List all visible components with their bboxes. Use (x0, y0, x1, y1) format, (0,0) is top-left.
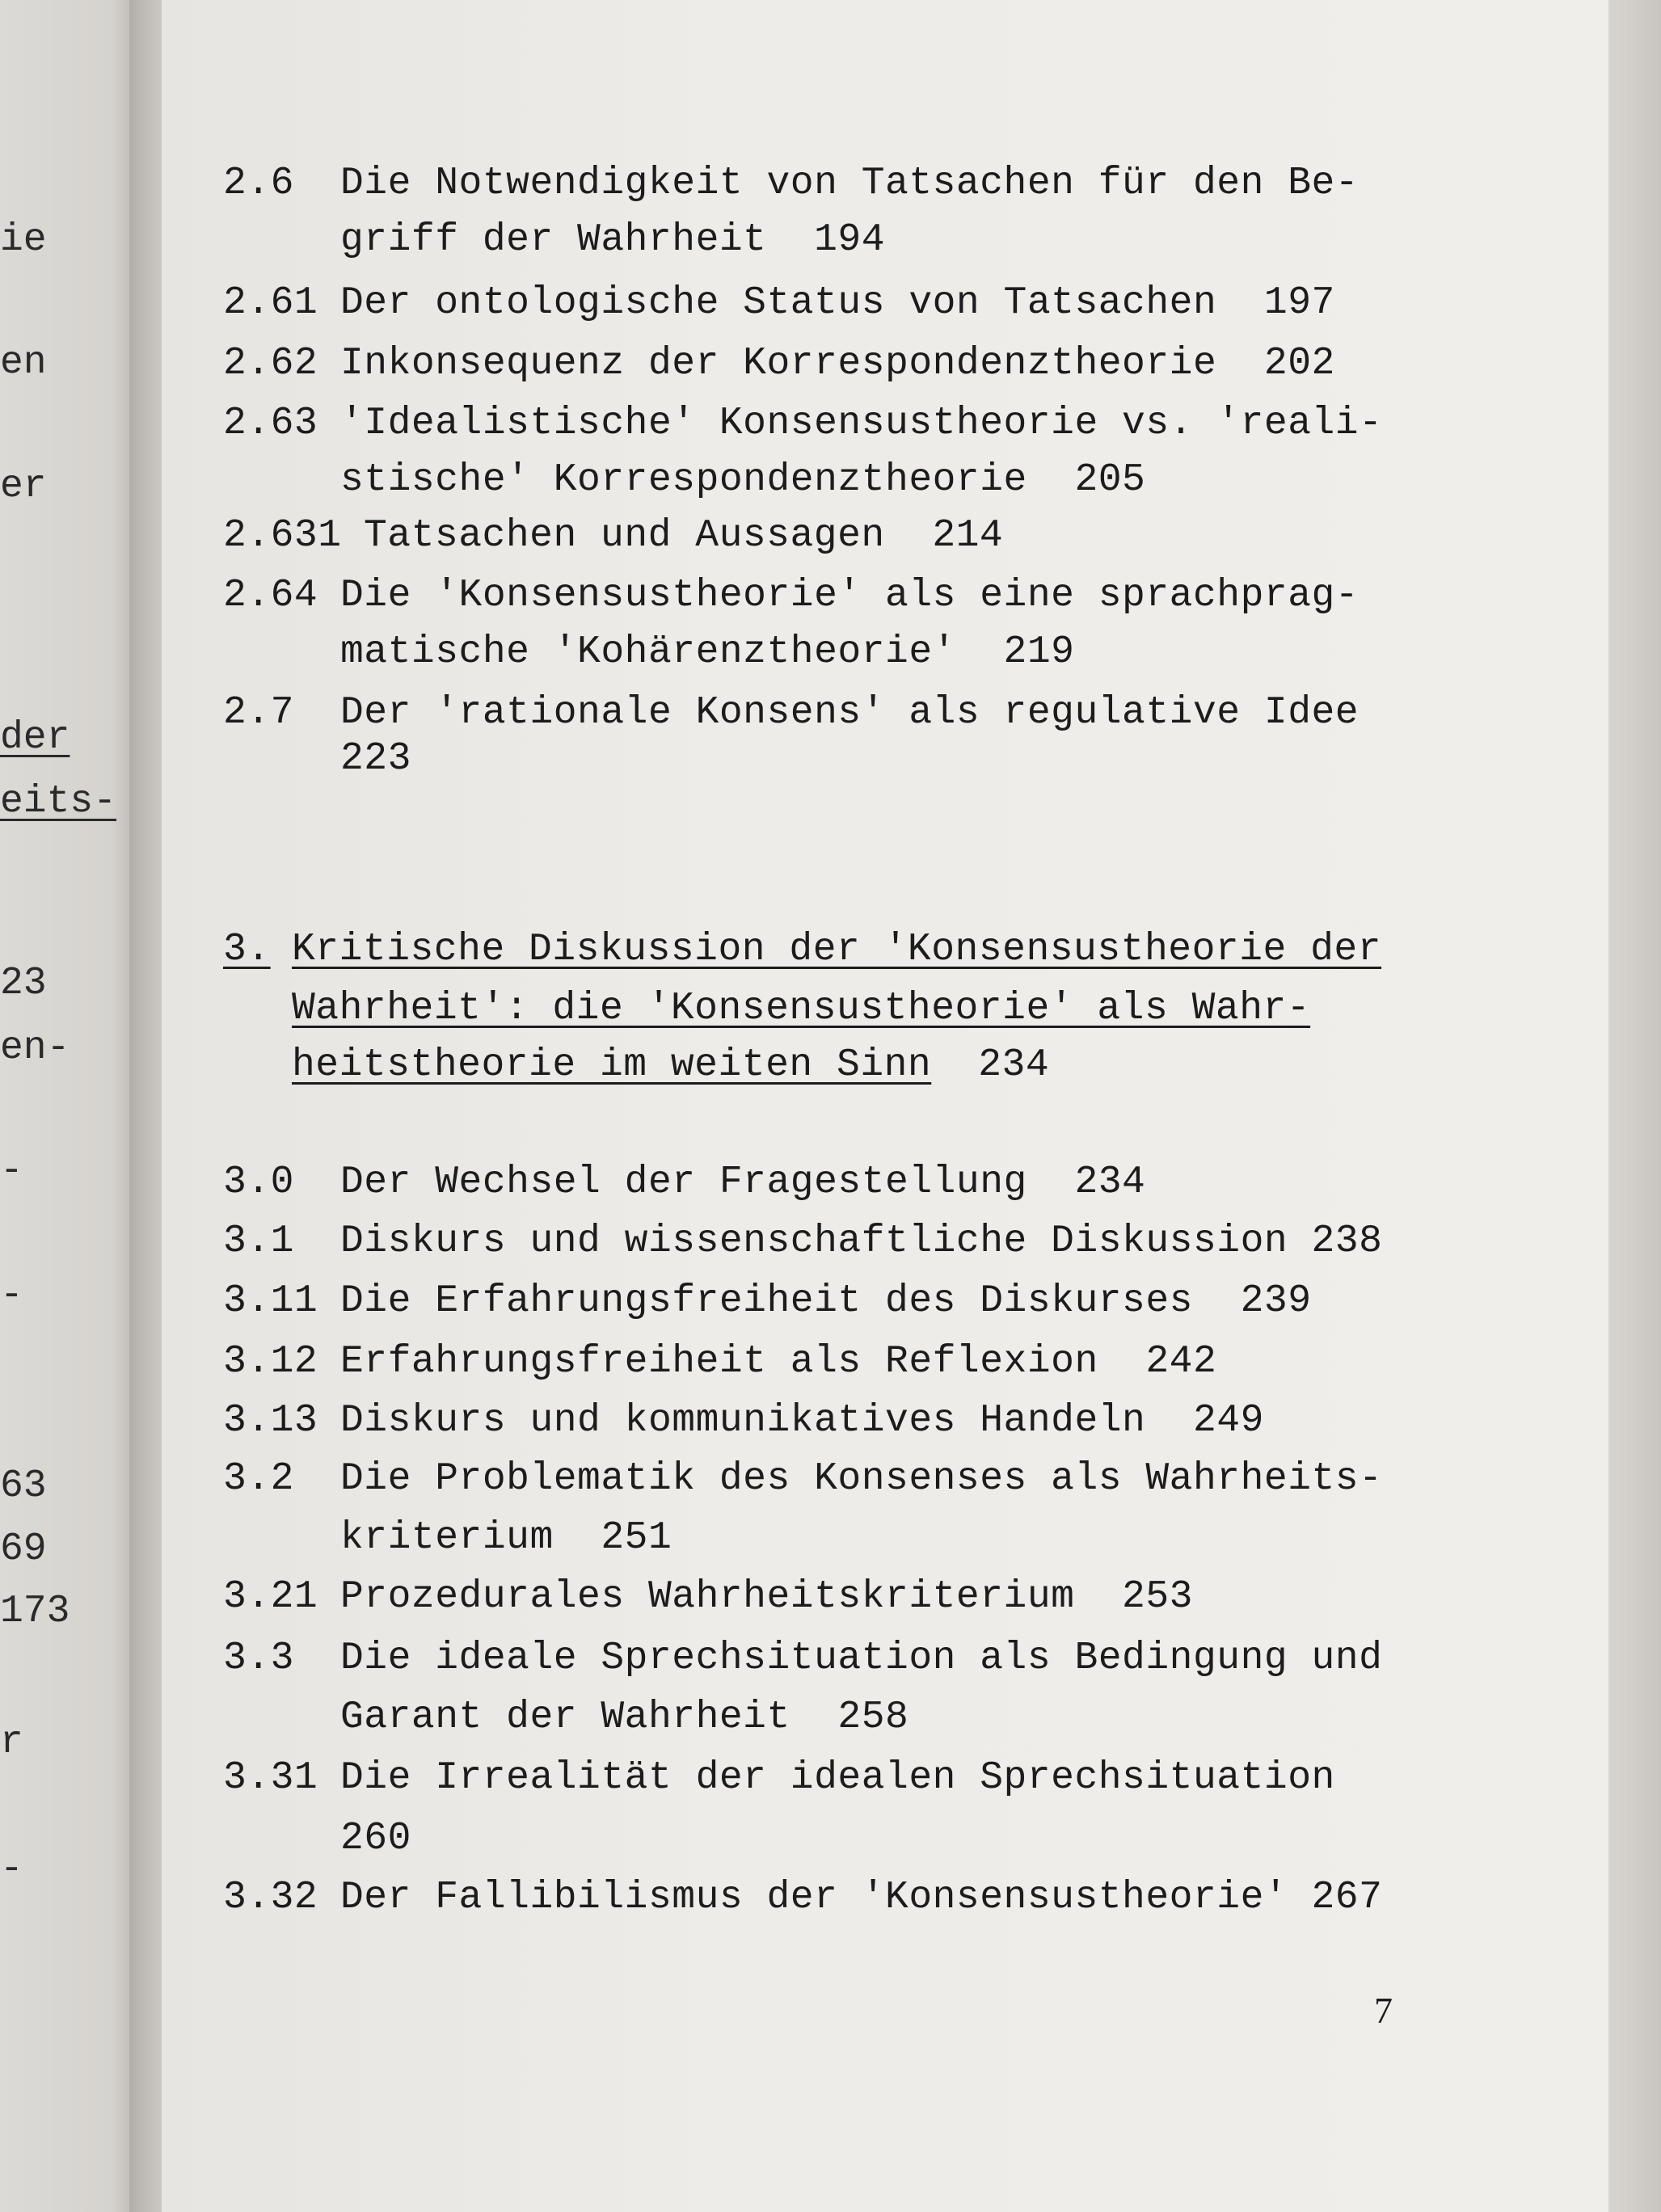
toc-entry-line: 223 (340, 737, 411, 781)
left-fragment: - (0, 1848, 23, 1891)
left-fragment: en- (0, 1026, 70, 1070)
toc-number: 3.11 (223, 1279, 318, 1323)
toc-entry-line: Der Wechsel der Fragestellung 234 (340, 1161, 1146, 1204)
left-fragment: - (0, 1149, 23, 1193)
chapter-heading-line: heitstheorie im weiten Sinn (292, 1043, 932, 1087)
toc-entry-line: Diskurs und wissenschaftliche Diskussion 238 (340, 1220, 1383, 1263)
toc-number: 3.3 (223, 1637, 294, 1680)
toc-entry-line: Die Erfahrungsfreiheit des Diskurses 239 (340, 1279, 1312, 1323)
toc-entry-line: griff der Wahrheit 194 (340, 218, 886, 262)
toc-number: 2.64 (223, 574, 318, 617)
toc-entry-line: Inkonsequenz der Korrespondenztheorie 202 (340, 342, 1335, 386)
page-number: 7 (1374, 1990, 1393, 2031)
toc-entry-line: Der ontologische Status von Tatsachen 197 (340, 281, 1335, 325)
toc-entry-line: kriterium 251 (340, 1516, 672, 1560)
toc-entry-line: stische' Korrespondenztheorie 205 (340, 458, 1146, 502)
left-fragment: der (0, 716, 70, 760)
toc-entry-line: Die 'Konsensustheorie' als eine sprachprag- (340, 574, 1360, 617)
left-fragment: 69 (0, 1527, 47, 1571)
toc-number: 2.631 (223, 514, 342, 558)
toc-entry-line: Erfahrungsfreiheit als Reflexion 242 (340, 1340, 1217, 1384)
toc-entry-line: Die Irrealität der idealen Sprechsituation (340, 1756, 1335, 1800)
toc-number: 3.31 (223, 1756, 318, 1800)
toc-entry-line: Garant der Wahrheit 258 (340, 1696, 909, 1739)
toc-number: 3.13 (223, 1399, 318, 1443)
toc-entry-line: 'Idealistische' Konsensustheorie vs. 'reali- (340, 402, 1383, 445)
toc-number: 3.0 (223, 1161, 294, 1204)
toc-entry-line: Die ideale Sprechsituation als Bedingung und (340, 1637, 1383, 1680)
toc-number: 3.1 (223, 1220, 294, 1263)
toc-number: 3.2 (223, 1457, 294, 1501)
toc-entry-line: Diskurs und kommunikatives Handeln 249 (340, 1399, 1264, 1443)
chapter-heading-last-line (292, 1041, 1049, 1089)
toc-number: 3.21 (223, 1575, 318, 1619)
toc-number: 2.6 (223, 162, 294, 205)
toc-entry-line: Die Problematik des Konsenses als Wahrheits- (340, 1457, 1383, 1501)
toc-entry-line: 260 (340, 1817, 411, 1860)
left-fragment: en (0, 341, 47, 385)
chapter-heading-line: Kritische Diskussion der 'Konsensustheorie der (292, 928, 1382, 971)
left-fragment: 63 (0, 1464, 47, 1508)
toc-entry-line: Der Fallibilismus der 'Konsensustheorie' 267 (340, 1876, 1383, 1919)
left-fragment: eits- (0, 780, 117, 824)
toc-entry-line: Die Notwendigkeit von Tatsachen für den Be- (340, 162, 1360, 205)
left-fragment: 173 (0, 1590, 70, 1633)
left-fragment: - (0, 1274, 23, 1317)
toc-number: 2.63 (223, 402, 318, 445)
left-page (0, 0, 137, 2212)
toc-entry-line: matische 'Kohärenztheorie' 219 (340, 630, 1075, 674)
background-surface (1608, 0, 1661, 2212)
toc-number: 3.12 (223, 1340, 318, 1384)
chapter-number: 3. (223, 928, 271, 971)
toc-number: 2.7 (223, 691, 294, 735)
toc-entry-line: Prozedurales Wahrheitskriterium 253 (340, 1575, 1193, 1619)
toc-number: 3.32 (223, 1876, 318, 1919)
toc-entry-line: Tatsachen und Aussagen 214 (364, 514, 1004, 558)
toc-number: 2.61 (223, 281, 318, 325)
left-fragment: r (0, 1721, 23, 1764)
left-fragment: er (0, 465, 47, 508)
toc-entry-line: Der 'rationale Konsens' als regulative Idee (340, 691, 1360, 735)
left-fragment: 23 (0, 962, 47, 1005)
left-fragment: ie (0, 218, 47, 262)
chapter-page: 234 (978, 1043, 1050, 1087)
chapter-heading-line: Wahrheit': die 'Konsensustheorie' als Wahr- (292, 987, 1311, 1030)
toc-number: 2.62 (223, 342, 318, 386)
